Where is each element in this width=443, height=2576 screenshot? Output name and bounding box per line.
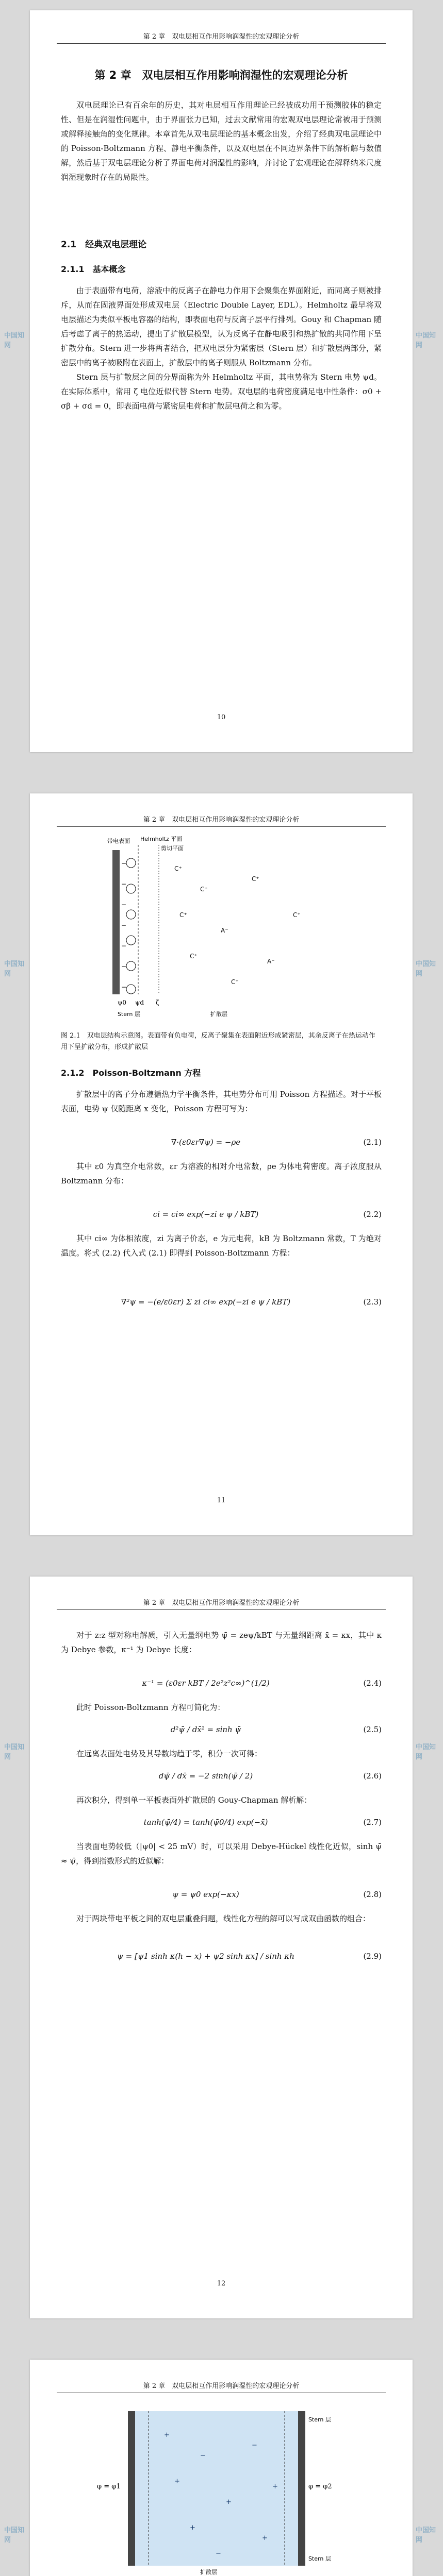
page3-body-1 [61, 1628, 382, 1657]
equation-formula: ψ = ψ0 exp(−κx) [172, 1890, 239, 1899]
equation-2-2 [61, 1206, 382, 1223]
page-2 [30, 793, 413, 1535]
surface-label: 带电表面 [107, 838, 130, 844]
svg-text:−: − [200, 2452, 206, 2460]
right-plate [298, 2411, 305, 2566]
page3-body-2 [61, 1700, 382, 1715]
axis-zeta: ζ [156, 999, 159, 1006]
svg-text:C⁺: C⁺ [293, 911, 301, 919]
watermark-logo: 中国知网 [416, 1743, 436, 1761]
page3-body-6 [61, 1911, 382, 1926]
section-2-1-heading: 2.1 经典双电层理论 [61, 240, 147, 250]
page3-body-3 [61, 1747, 382, 1761]
equation-number: (2.2) [363, 1210, 382, 1219]
edl-structure-figure [97, 835, 344, 1020]
paragraph: 由于表面带有电荷，溶液中的反离子在静电力作用下会聚集在界面附近，而同离子则被排斥，从而在固液界面处形成双电层（Electric Double Layer, EDL）。Helmholtz 最早将双电层描述为类似平板电容器的结构，即表面电荷与反离子层平行排列。Gouy 和 Chapman 随后考虑了离子的热运动，提出了扩散层模型，认为反离子在静电吸引和热扩散的共同作用下呈扩散分布。Stern 进一步将两者结合，把双电层分为紧密层（Stern 层）和扩散层两部分，紧密层中的离子被吸附在表面上，扩散层中的离子则服从 Boltzmann 分布。 [61, 286, 382, 367]
page3-body-4 [61, 1793, 382, 1807]
equation-2-8 [61, 1886, 382, 1903]
equation-number: (2.5) [363, 1725, 382, 1734]
diffuse-layer-label: 扩散层 [200, 2569, 217, 2575]
svg-text:+: + [174, 2478, 180, 2485]
watermark-logo: 中国知网 [4, 1743, 25, 1761]
paragraph: 其中 ci∞ 为体相浓度，zi 为离子价态，e 为元电荷，kB 为 Boltzmann 常数，T 为绝对温度。将式 (2.2) 代入式 (2.1) 即得到 Poisson-Boltzmann 方程： [61, 1234, 382, 1258]
equation-2-7 [61, 1814, 382, 1831]
negative-charges [121, 860, 126, 991]
equation-2-5 [61, 1721, 382, 1738]
page-4 [30, 2360, 413, 2576]
helmholtz-label: Helmholtz 平面 [140, 836, 183, 842]
svg-text:C⁺: C⁺ [252, 875, 259, 883]
charged-surface [112, 850, 120, 994]
adsorbed-counterions [126, 858, 136, 994]
equation-2-1 [61, 1133, 382, 1151]
page-number: 12 [217, 2280, 226, 2287]
phi-left-label: φ = φ1 [97, 2483, 121, 2490]
svg-text:−: − [121, 963, 127, 970]
equation-number: (2.8) [363, 1890, 382, 1899]
chapter-title: 第 2 章 双电层相互作用影响润湿性的宏观理论分析 [94, 69, 348, 81]
svg-text:−: − [121, 901, 127, 908]
svg-text:A⁻: A⁻ [267, 958, 275, 965]
section-2-1-1-body [61, 283, 382, 413]
equation-number: (2.6) [363, 1771, 382, 1781]
equation-2-3 [61, 1293, 382, 1311]
intro-paragraph: 双电层理论已有百余年的历史，其对电层相互作用理论已经被成功用于预测胶体的稳定性、但是在润湿性问题中，由于界面张力已知，过去文献常用的宏观双电层理论常被用于预测或解释接触角的变化规律。本章首先从双电层理论的基本概念出发，介绍了经典双电层理论中的 Poisson-Boltzmann 方程、静电平衡条件，以及双电层在不同边界条件下的解析解与数值解，然后基于双电层理论分析了界面电荷对润湿性的影响，并讨论了宏观理论在解释纳米尺度润湿现象时存在的局限性。 [61, 100, 382, 182]
svg-text:−: − [121, 984, 127, 991]
page-number: 10 [217, 714, 226, 721]
watermark-logo: 中国知网 [416, 332, 436, 349]
paragraph: 对于两块带电平板之间的双电层重叠问题，线性化方程的解可以写成双曲函数的组合： [76, 1914, 371, 1923]
parallel-plates-figure [97, 2401, 344, 2576]
svg-text:+: + [226, 2498, 232, 2506]
equation-formula: dψ̄ / dx̄ = −2 sinh(ψ̄ / 2) [158, 1771, 253, 1781]
equation-number: (2.1) [363, 1138, 382, 1147]
svg-text:C⁺: C⁺ [179, 911, 187, 919]
page-number: 11 [217, 1497, 226, 1504]
watermark-logo: 中国知网 [4, 2527, 25, 2544]
paragraph: 对于 z:z 型对称电解质，引入无量纲电势 ψ̄ = zeψ/kBT 与无量纲距离 x̄ = κx，其中 κ 为 Debye 参数，κ⁻¹ 为 Debye 长度： [61, 1631, 382, 1654]
equation-number: (2.3) [363, 1297, 382, 1307]
axis-psid: ψd [135, 999, 144, 1006]
watermark-logo: 中国知网 [416, 2527, 436, 2544]
equation-2-6 [61, 1767, 382, 1785]
svg-text:+: + [164, 2431, 170, 2439]
section-2-1-2-heading: 2.1.2 Poisson-Boltzmann 方程 [61, 1068, 201, 1078]
stern-bottom-label: Stern 层 [308, 2555, 331, 2562]
running-header: 第 2 章 双电层相互作用影响润湿性的宏观理论分析 [57, 31, 386, 44]
diffuse-layer-label: 扩散层 [210, 1011, 227, 1018]
svg-text:+: + [262, 2534, 268, 2542]
equation-formula: ψ = [ψ1 sinh κ(h − x) + ψ2 sinh κx] / sinh κh [117, 1952, 294, 1961]
svg-text:C⁺: C⁺ [231, 978, 239, 986]
diffuse-ions [174, 865, 301, 986]
page-3 [30, 1577, 413, 2318]
watermark-logo: 中国知网 [4, 960, 25, 978]
equation-formula: ci = ci∞ exp(−zi e ψ / kBT) [153, 1210, 259, 1219]
paragraph: 在远离表面处电势及其导数均趋于零，积分一次可得： [76, 1749, 262, 1758]
chapter-intro [61, 98, 382, 184]
equation-formula: ∇²ψ = −(e/ε0εr) Σ zi ci∞ exp(−zi e ψ / kBT) [121, 1297, 291, 1307]
figure-2-1-caption: 图 2.1 双电层结构示意图。表面带有负电荷，反离子聚集在表面附近形成紧密层，其余反离子在热运动作用下呈扩散分布，形成扩散层 [61, 1032, 375, 1051]
section-2-1-2-body-1 [61, 1087, 382, 1116]
page3-body-5 [61, 1839, 382, 1868]
paragraph: 扩散层中的离子分布遵循热力学平衡条件，其电势分布可用 Poisson 方程描述。对于平板表面，电势 ψ 仅随距离 x 变化，Poisson 方程可写为： [61, 1090, 382, 1113]
paragraph: 此时 Poisson-Boltzmann 方程可简化为： [76, 1703, 225, 1712]
equation-2-4 [61, 1674, 382, 1692]
svg-text:−: − [121, 860, 127, 867]
section-2-1-1-heading: 2.1.1 基本概念 [61, 264, 126, 274]
svg-text:C⁺: C⁺ [174, 865, 182, 872]
svg-text:−: − [121, 942, 127, 950]
section-2-1-2-body-3 [61, 1231, 382, 1260]
running-header: 第 2 章 双电层相互作用影响润湿性的宏观理论分析 [57, 1597, 386, 1610]
equation-2-9 [61, 1947, 382, 1965]
paragraph: 当表面电势较低（|ψ0| < 25 mV）时，可以采用 Debye-Hückel 线性化近似，sinh ψ̄ ≈ ψ̄，得到指数形式的近似解： [61, 1842, 382, 1866]
running-header: 第 2 章 双电层相互作用影响润湿性的宏观理论分析 [57, 814, 386, 827]
svg-text:C⁺: C⁺ [190, 953, 198, 960]
svg-text:+: + [190, 2524, 195, 2532]
page-1 [30, 10, 413, 752]
svg-text:C⁺: C⁺ [200, 886, 208, 893]
watermark-logo: 中国知网 [4, 332, 25, 349]
svg-text:−: − [216, 2550, 221, 2557]
svg-text:A⁻: A⁻ [221, 927, 228, 934]
axis-psi0: ψ0 [118, 999, 127, 1006]
stern-layer-label: Stern 层 [118, 1011, 140, 1018]
left-plate [128, 2411, 135, 2566]
equation-formula: ∇·(ε0εr∇ψ) = −ρe [171, 1138, 241, 1147]
equation-number: (2.7) [363, 1818, 382, 1827]
paragraph: 其中 ε0 为真空介电常数，εr 为溶液的相对介电常数，ρe 为体电荷密度。离子浓度服从 Boltzmann 分布： [61, 1162, 382, 1185]
section-2-1-2-body-2 [61, 1159, 382, 1188]
equation-number: (2.9) [363, 1952, 382, 1961]
stern-top-label: Stern 层 [308, 2416, 331, 2423]
equation-formula: κ⁻¹ = (ε0εr kBT / 2e²z²c∞)^(1/2) [142, 1679, 270, 1688]
watermark-logo: 中国知网 [416, 960, 436, 978]
equation-formula: tanh(ψ̄/4) = tanh(ψ̄0/4) exp(−x̄) [143, 1818, 268, 1827]
shear-plane-label: 剪切平面 [161, 845, 184, 852]
svg-text:−: − [252, 2442, 257, 2449]
phi-right-label: φ = φ2 [308, 2483, 332, 2490]
equation-number: (2.4) [363, 1679, 382, 1688]
svg-text:+: + [272, 2483, 278, 2490]
equation-formula: d²ψ̄ / dx̄² = sinh ψ̄ [170, 1725, 241, 1734]
paragraph: Stern 层与扩散层之间的分界面称为外 Helmholtz 平面，其电势称为 Stern 电势 ψd。在实际体系中，常用 ζ 电位近似代替 Stern 电势。双电层的电荷密度满足电中性条件：σ0 + σβ + σd = 0，即表面电荷与紧密层电荷和扩散层电荷之和为零。 [61, 372, 382, 411]
svg-text:−: − [121, 922, 127, 929]
running-header: 第 2 章 双电层相互作用影响润湿性的宏观理论分析 [57, 2380, 386, 2393]
svg-text:−: − [121, 880, 127, 888]
paragraph: 再次积分，得到单一平板表面外扩散层的 Gouy-Chapman 解析解： [76, 1795, 312, 1805]
